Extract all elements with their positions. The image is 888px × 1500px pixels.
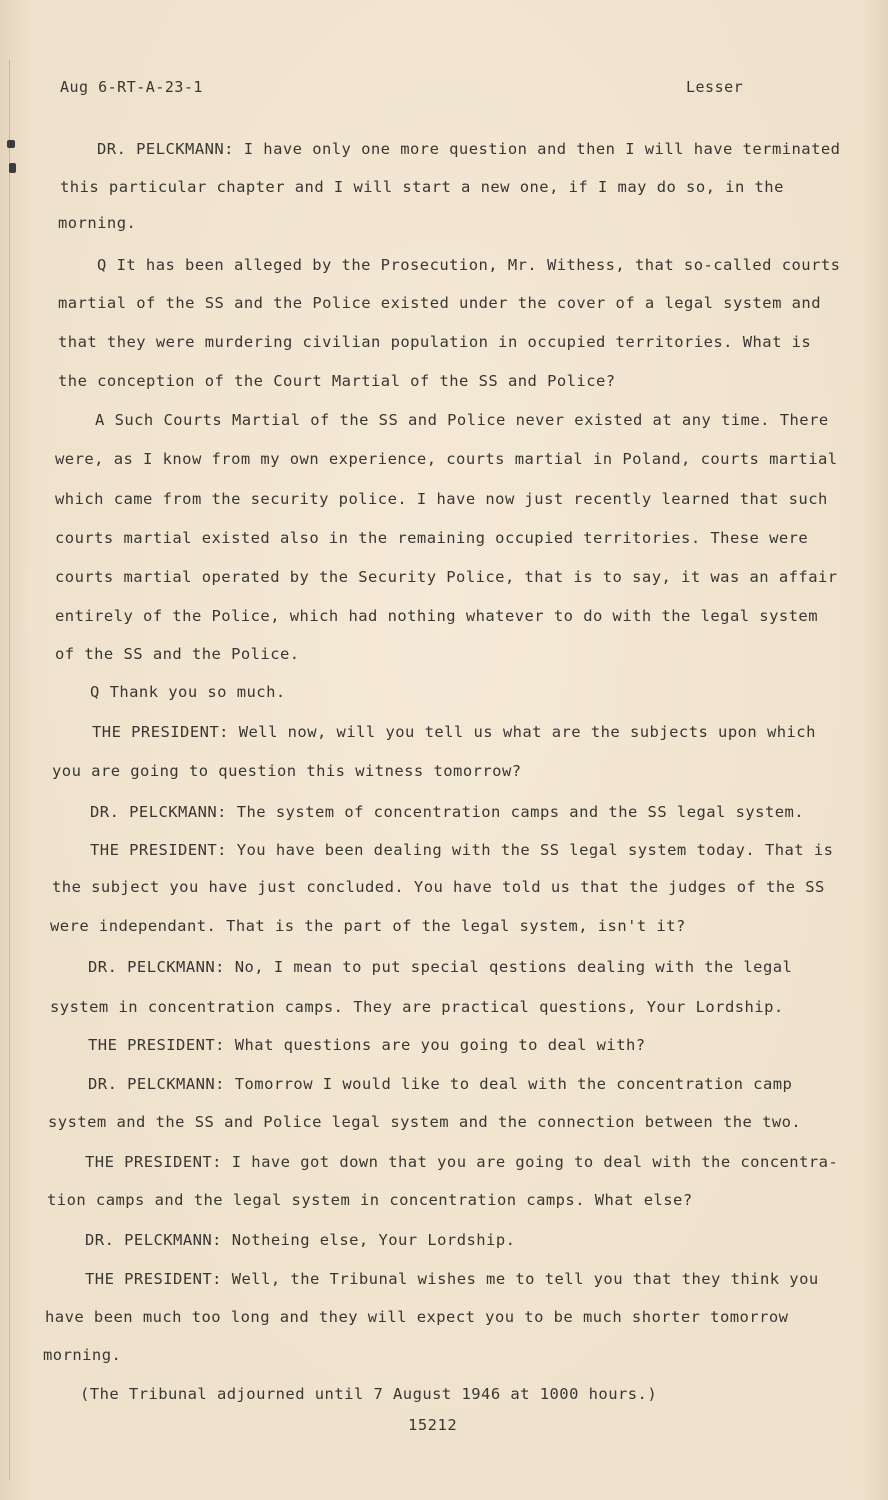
punch-mark — [9, 163, 16, 173]
transcript-line: this particular chapter and I will start a new one, if I may do so, in the — [60, 178, 784, 196]
transcript-line: THE PRESIDENT: What questions are you going to deal with? — [88, 1036, 646, 1054]
transcript-line: THE PRESIDENT: Well, the Tribunal wishes me to tell you that they think you — [85, 1270, 819, 1288]
transcript-line: system and the SS and Police legal system and the connection between the two. — [48, 1113, 802, 1131]
transcript-line: entirely of the Police, which had nothing whatever to do with the legal system — [55, 607, 818, 625]
transcript-line: martial of the SS and the Police existed under the cover of a legal system and — [58, 294, 821, 312]
transcript-line: DR. PELCKMANN: I have only one more question and then I will have terminated — [97, 140, 841, 158]
transcript-line: courts martial operated by the Security Police, that is to say, it was an affair — [55, 568, 838, 586]
transcript-line: DR. PELCKMANN: The system of concentration camps and the SS legal system. — [90, 803, 805, 821]
transcript-line: morning. — [43, 1346, 122, 1364]
page-number: 15212 — [408, 1416, 458, 1434]
transcript-line: DR. PELCKMANN: Tomorrow I would like to deal with the concentration camp — [88, 1075, 793, 1093]
transcript-line: you are going to question this witness tomorrow? — [52, 762, 522, 780]
transcript-line: THE PRESIDENT: I have got down that you are going to deal with the concentra- — [85, 1153, 839, 1171]
transcript-line: DR. PELCKMANN: Notheing else, Your Lordship. — [85, 1231, 516, 1249]
transcript-line: which came from the security police. I have now just recently learned that such — [55, 490, 828, 508]
transcript-line: THE PRESIDENT: Well now, will you tell us what are the subjects upon which — [92, 723, 816, 741]
transcript-line: were, as I know from my own experience, courts martial in Poland, courts martial — [55, 450, 838, 468]
transcript-line: morning. — [58, 214, 137, 232]
transcript-line: that they were murdering civilian population in occupied territories. What is — [58, 333, 812, 351]
transcript-line: were independant. That is the part of the legal system, isn't it? — [50, 917, 686, 935]
page-edge-line — [9, 60, 10, 1480]
transcript-line: A Such Courts Martial of the SS and Police never existed at any time. There — [95, 411, 829, 429]
document-code: Aug 6-RT-A-23-1 — [60, 78, 203, 96]
transcript-line: have been much too long and they will expect you to be much shorter tomorrow — [45, 1308, 789, 1326]
reporter-name: Lesser — [686, 78, 744, 96]
transcript-line: the subject you have just concluded. You have told us that the judges of the SS — [52, 878, 825, 896]
transcript-line: Q It has been alleged by the Prosecution, Mr. Withess, that so-called courts — [97, 256, 841, 274]
transcript-line: DR. PELCKMANN: No, I mean to put special qestions dealing with the legal — [88, 958, 793, 976]
transcript-line: the conception of the Court Martial of the SS and Police? — [58, 372, 616, 390]
transcript-line: system in concentration camps. They are practical questions, Your Lordship. — [50, 998, 784, 1016]
transcript-line: THE PRESIDENT: You have been dealing with the SS legal system today. That is — [90, 841, 834, 859]
transcript-line: Q Thank you so much. — [90, 683, 286, 701]
transcript-line: (The Tribunal adjourned until 7 August 1946 at 1000 hours.) — [80, 1385, 658, 1403]
punch-mark — [7, 140, 15, 148]
transcript-line: courts martial existed also in the remaining occupied territories. These were — [55, 529, 809, 547]
transcript-line: of the SS and the Police. — [55, 645, 300, 663]
transcript-line: tion camps and the legal system in concentration camps. What else? — [47, 1191, 693, 1209]
